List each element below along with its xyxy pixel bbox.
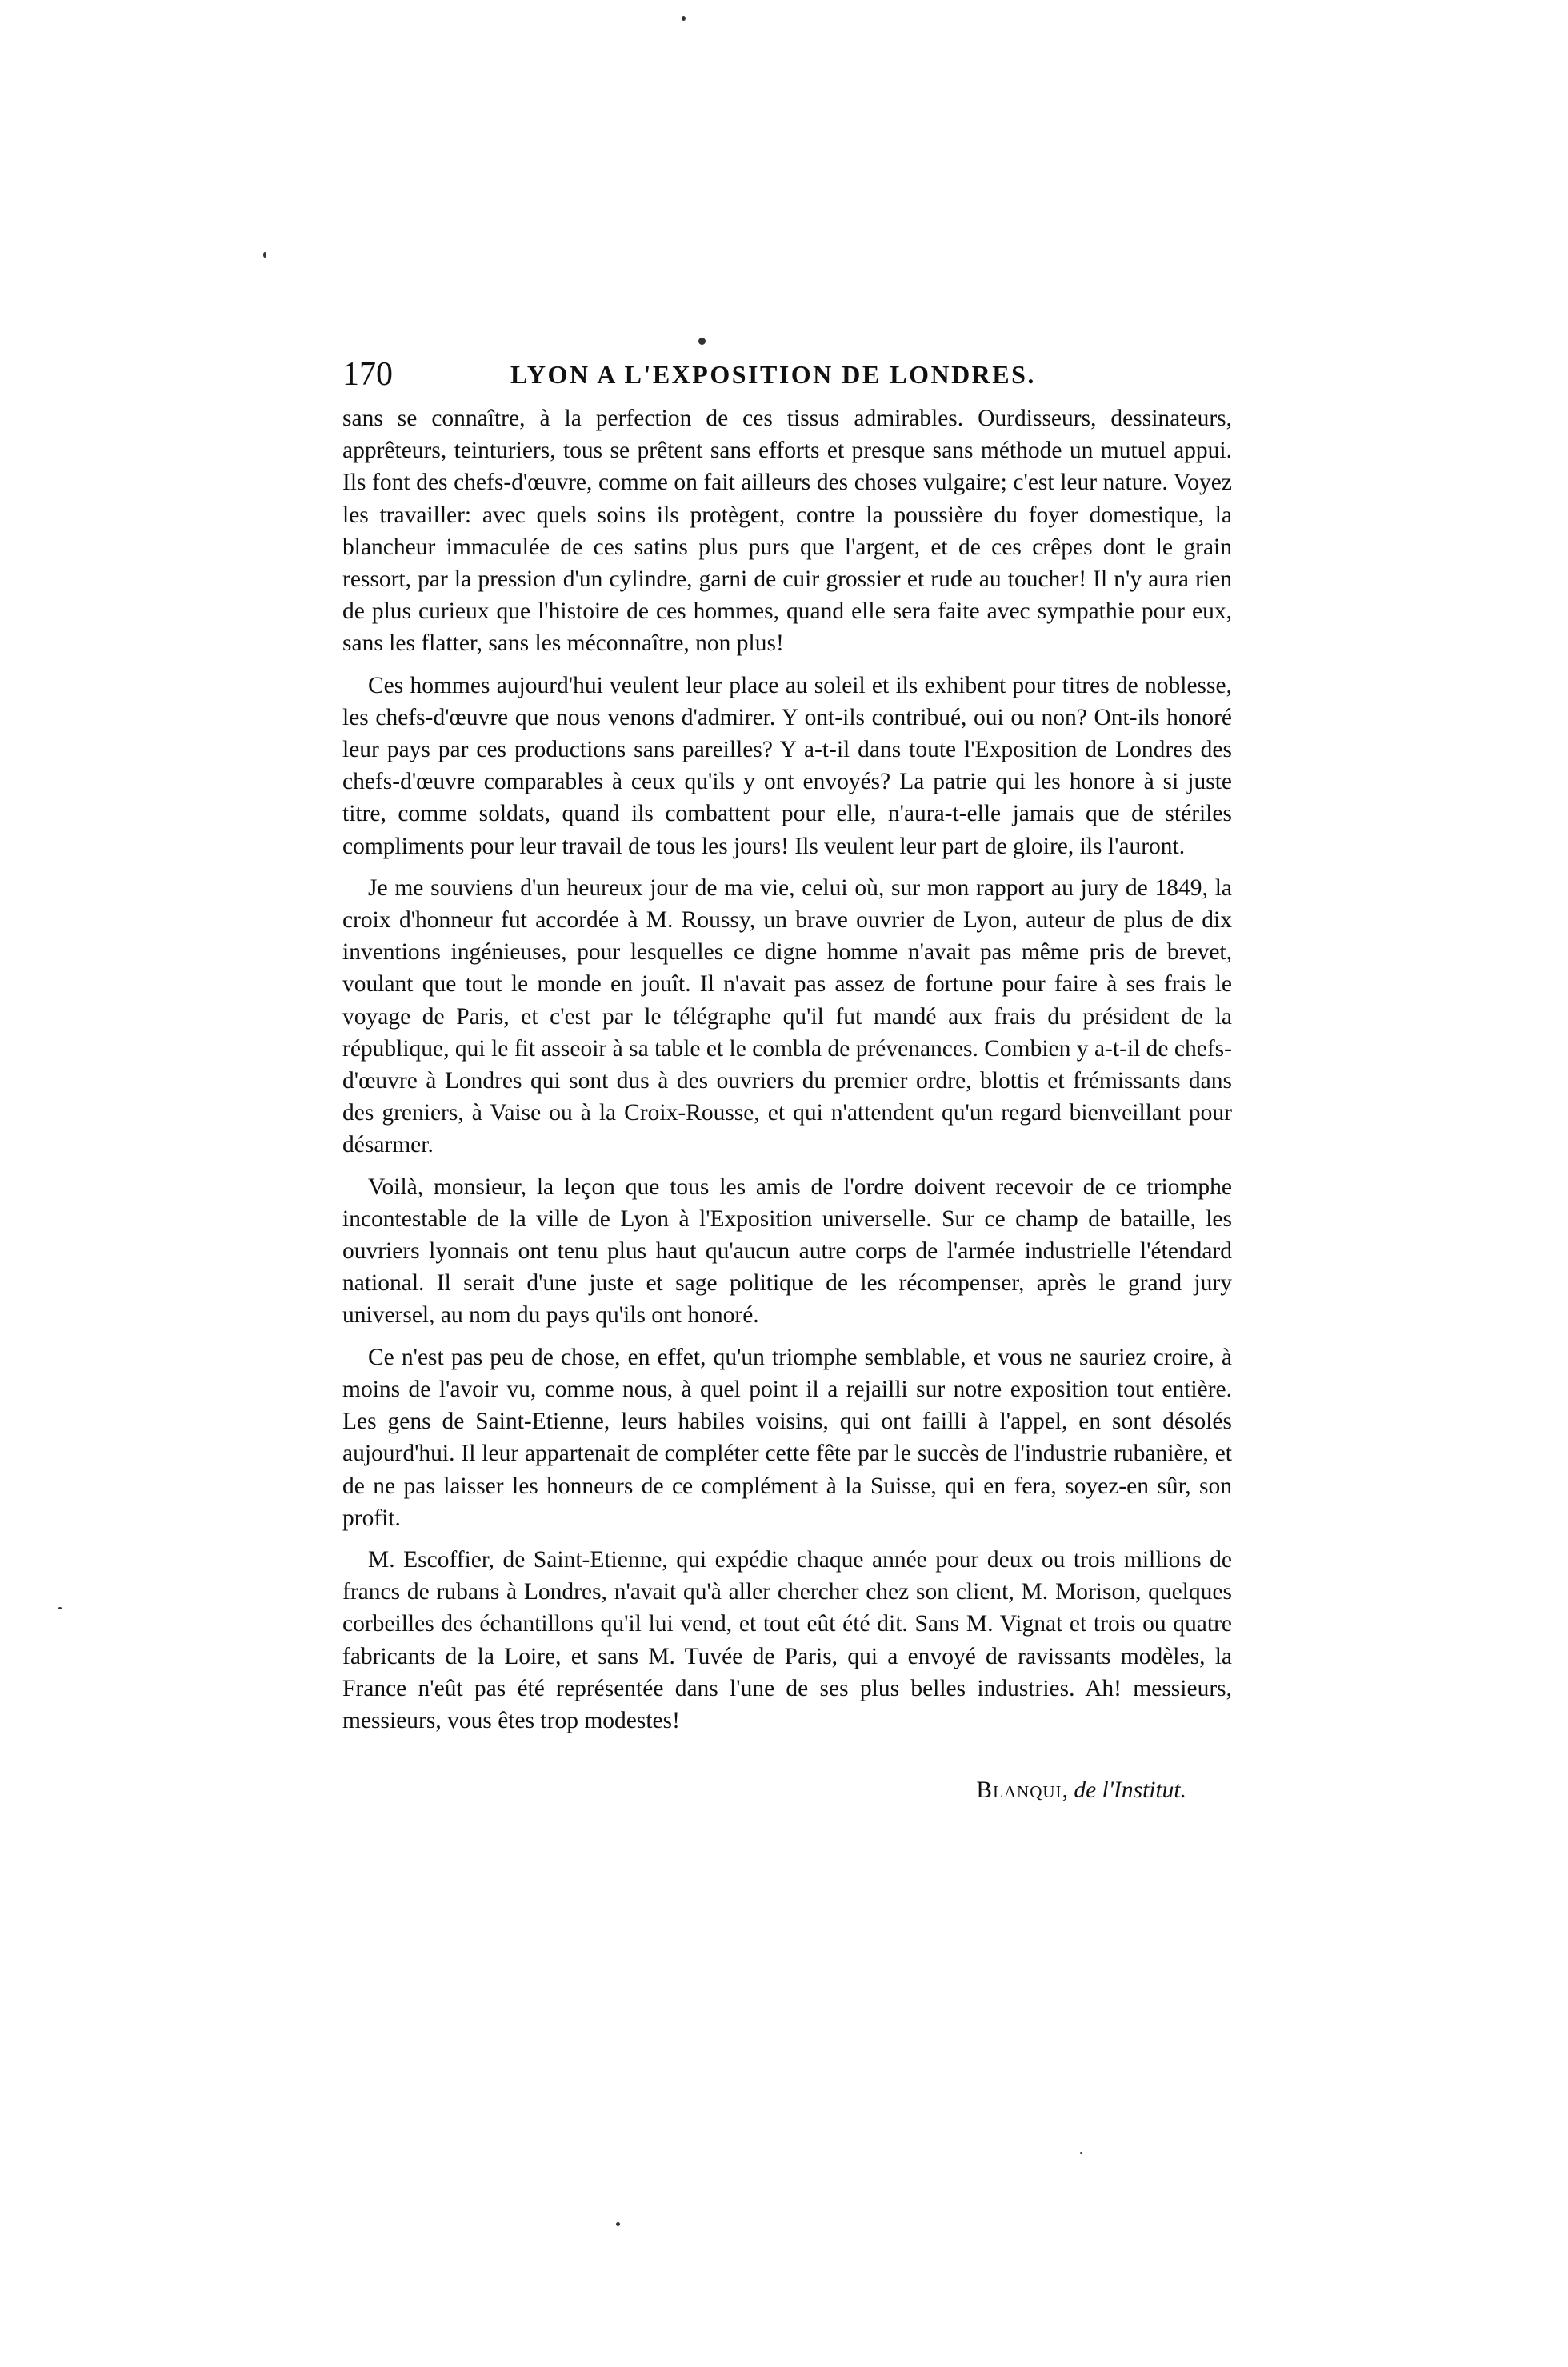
- paragraph: Voilà, monsieur, la leçon que tous les amis de l'ordre doivent recevoir de ce triomphe incontestable de la ville de Lyon à l'Exposition universelle. Sur ce champ de bataille, les ouvriers lyonnais ont tenu plus haut qu'aucun autre corps de l'armée industrielle l'étendard national. Il serait d'une juste et sage politique de les récompenser, après le grand jury universel, au nom du pays qu'ils ont honoré.: [342, 1174, 1232, 1329]
- scan-speck: [682, 16, 686, 21]
- signature: Blanqui, de l'Institut.: [976, 1777, 1186, 1803]
- paragraph: sans se connaître, à la perfection de ces tissus admirables. Ourdisseurs, dessinateurs, apprêteurs, teinturiers, tous se prêtent sans efforts et presque sans méthode un mutuel appui. Ils font des chefs-d'œuvre, comme on fait ailleurs des choses vulgaire; c'est leur nature. Voyez les travailler: avec quels soins ils protègent, contre la poussière du foyer domestique, la blancheur immaculée de ces satins plus purs que l'argent, et de ces crêpes dont le grain ressort, par la pression d'un cylindre, garni de cuir grossier et rude au toucher! Il n'y aura rien de plus curieux que l'histoire de ces hommes, quand elle sera faite avec sympathie pour eux, sans les flatter, sans les méconnaître, non plus!: [342, 406, 1232, 657]
- page-number: 170: [342, 356, 393, 393]
- scan-speck: [1080, 2152, 1082, 2154]
- scan-speck: [263, 252, 266, 258]
- running-title: LYON A L'EXPOSITION DE LONDRES.: [510, 360, 1036, 389]
- paragraph: Ces hommes aujourd'hui veulent leur place au soleil et ils exhibent pour titres de noblesse, les chefs-d'œuvre que nous venons d'admirer. Y ont-ils contribué, oui ou non? Ont-ils honoré leur pays par ces productions sans pareilles? Y a-t-il dans toute l'Exposition de Londres des chefs-d'œuvre comparables à ceux qu'ils y ont envoyés? La patrie qui les honore à si juste titre, comme soldats, quand ils combattent pour elle, n'aura-t-elle jamais que de stériles compliments pour leur travail de tous les jours! Ils veulent leur part de gloire, ils l'auront.: [342, 672, 1232, 859]
- signature-name: Blanqui: [976, 1777, 1062, 1803]
- paragraph: Ce n'est pas peu de chose, en effet, qu'un triomphe semblable, et vous ne sauriez croire, à moins de l'avoir vu, comme nous, à quel point il a rejailli sur notre exposition tout entière. Les gens de Saint-Etienne, leurs habiles voisins, qui ont failli à l'appel, en sont désolés aujourd'hui. Il leur appartenait de compléter cette fête par le succès de l'industrie rubanière, et de ne pas laisser les honneurs de ce complément à la Suisse, qui en fera, soyez-en sûr, son profit.: [342, 1344, 1232, 1531]
- page-header: [342, 350, 1232, 398]
- paragraph: Je me souviens d'un heureux jour de ma vie, celui où, sur mon rapport au jury de 1849, la croix d'honneur fut accordée à M. Roussy, un brave ouvrier de Lyon, auteur de plus de dix inventions ingénieuses, pour lesquelles ce digne homme n'avait pas même pris de brevet, voulant que tout le monde en jouît. Il n'avait pas assez de fortune pour faire à ses frais le voyage de Paris, et c'est par le télégraphe qu'il fut mandé aux frais du président de la république, qui le fit asseoir à sa table et le combla de prévenances. Combien y a-t-il de chefs-d'œuvre à Londres qui sont dus à des ouvriers du premier ordre, blottis et frémissants dans des greniers, à Vaise ou à la Croix-Rousse, et qui n'attendent qu'un regard bienveillant pour désarmer.: [342, 874, 1232, 1158]
- scan-speck: [616, 2222, 620, 2226]
- signature-institution: de l'Institut.: [1074, 1777, 1186, 1803]
- scan-speck: [58, 1607, 62, 1609]
- article-body: [342, 402, 1232, 1746]
- scan-speck: [698, 338, 706, 345]
- paragraph: M. Escoffier, de Saint-Etienne, qui expédie chaque année pour deux ou trois millions de francs de rubans à Londres, n'avait qu'à aller chercher chez son client, M. Morison, quelques corbeilles des échantillons qu'il lui vend, et tout eût été dit. Sans M. Vignat et trois ou quatre fabricants de la Loire, et sans M. Tuvée de Paris, qui a envoyé de ravissants modèles, la France n'eût pas été représentée dans l'une de ses plus belles industries. Ah! messieurs, messieurs, vous êtes trop modestes!: [342, 1546, 1232, 1733]
